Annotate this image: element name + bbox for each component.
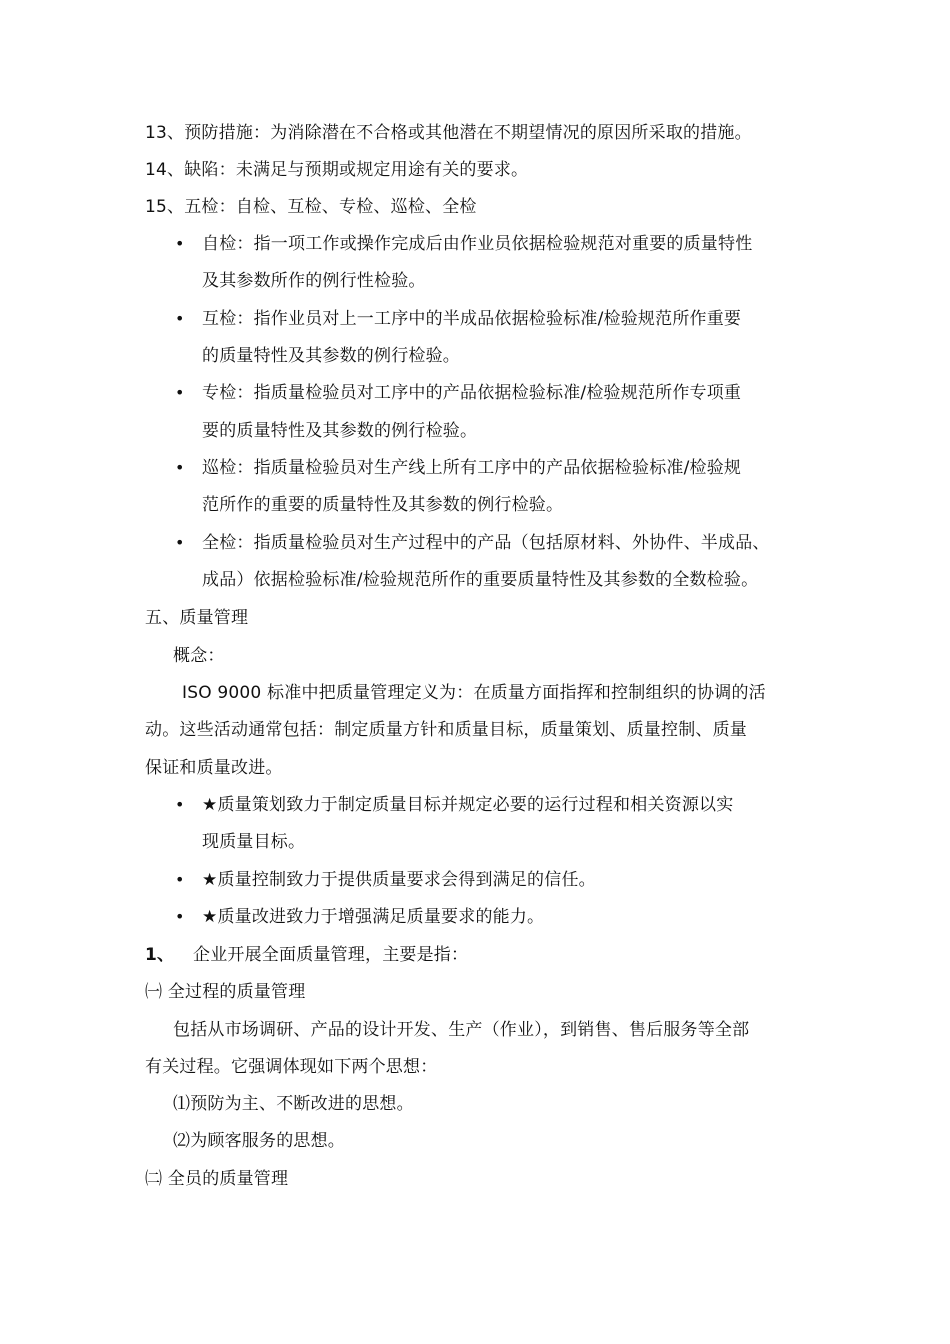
self-inspection-line-2: 及其参数所作的例行性检验。 xyxy=(202,271,426,291)
definition-paragraph-line-1: ISO 9000 标准中把质量管理定义为：在质量方面指挥和控制组织的协调的活 xyxy=(182,683,766,703)
definition-paragraph-line-2: 动。这些活动通常包括：制定质量方针和质量目标，质量策划、质量控制、质量 xyxy=(145,720,747,740)
bullet-icon: • xyxy=(175,795,185,814)
subsection-body-line-1: 包括从市场调研、产品的设计开发、生产（作业），到销售、售后服务等全部 xyxy=(173,1020,750,1040)
planning-item-line-2: 现质量目标。 xyxy=(202,832,306,852)
improvement-item: ★质量改进致力于增强满足质量要求的能力。 xyxy=(202,907,545,927)
section-heading: 五、质量管理 xyxy=(145,608,249,628)
full-inspection-line-2: 成品）依据检验标准/检验规范所作的重要质量特性及其参数的全数检验。 xyxy=(202,570,759,590)
control-item: ★质量控制致力于提供质量要求会得到满足的信任。 xyxy=(202,870,596,890)
subsection-body-line-2: 有关过程。它强调体现如下两个思想： xyxy=(145,1057,438,1077)
patrol-inspection-line-2: 范所作的重要的质量特性及其参数的例行检验。 xyxy=(202,495,564,515)
patrol-inspection-line-1: 巡检：指质量检验员对生产线上所有工序中的产品依据检验标准/检验规 xyxy=(202,458,742,478)
subsection-heading-2: ㈡ 全员的质量管理 xyxy=(145,1169,289,1189)
bullet-icon: • xyxy=(175,309,185,328)
definition-paragraph-line-3: 保证和质量改进。 xyxy=(145,758,283,778)
self-inspection-line-1: 自检：指一项工作或操作完成后由作业员依据检验规范对重要的质量特性 xyxy=(202,234,753,254)
bullet-icon: • xyxy=(175,907,185,926)
point-text: 企业开展全面质量管理，主要是指： xyxy=(193,945,469,965)
full-inspection-line-1: 全检：指质量检验员对生产过程中的产品（包括原材料、外协件、半成品、 xyxy=(202,533,770,553)
point-number: 1、 xyxy=(145,945,175,965)
planning-item-line-1: ★质量策划致力于制定质量目标并规定必要的运行过程和相关资源以实 xyxy=(202,795,734,815)
bullet-icon: • xyxy=(175,383,185,402)
definition-13: 13、预防措施：为消除潜在不合格或其他潜在不期望情况的原因所采取的措施。 xyxy=(145,123,752,143)
idea-2: ⑵为顾客服务的思想。 xyxy=(173,1131,345,1151)
mutual-inspection-line-2: 的质量特性及其参数的例行检验。 xyxy=(202,346,460,366)
mutual-inspection-line-1: 互检：指作业员对上一工序中的半成品依据检验标准/检验规范所作重要 xyxy=(202,309,742,329)
subsection-heading-1: ㈠ 全过程的质量管理 xyxy=(145,982,306,1002)
idea-1: ⑴预防为主、不断改进的思想。 xyxy=(173,1094,414,1114)
definition-15: 15、五检：自检、互检、专检、巡检、全检 xyxy=(145,197,477,217)
bullet-icon: • xyxy=(175,458,185,477)
bullet-icon: • xyxy=(175,533,185,552)
special-inspection-line-2: 要的质量特性及其参数的例行检验。 xyxy=(202,421,478,441)
special-inspection-line-1: 专检：指质量检验员对工序中的产品依据检验标准/检验规范所作专项重 xyxy=(202,383,742,403)
bullet-icon: • xyxy=(175,870,185,889)
bullet-icon: • xyxy=(175,234,185,253)
concept-label: 概念： xyxy=(173,646,225,666)
definition-14: 14、缺陷：未满足与预期或规定用途有关的要求。 xyxy=(145,160,529,180)
